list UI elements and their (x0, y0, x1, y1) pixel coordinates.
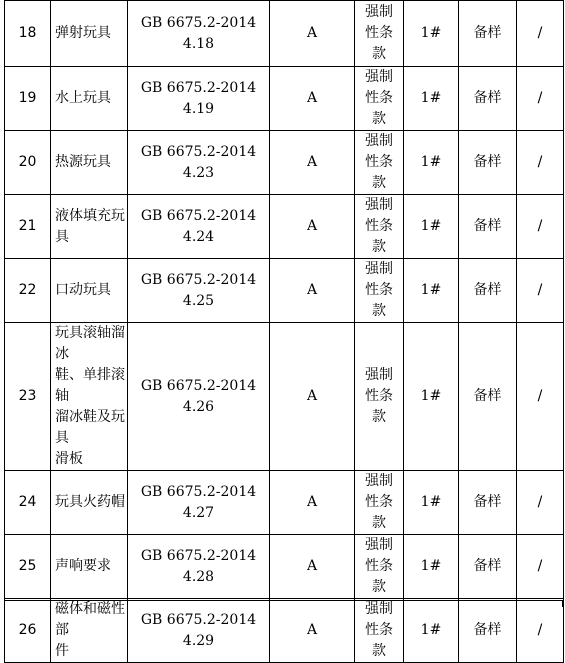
table-row (5, 599, 564, 663)
item-level: A (270, 471, 355, 535)
standard-text: GB 6675.2-2014 (140, 483, 257, 500)
standard-text: GB 6675.2-2014 (140, 207, 257, 224)
standard-clause (128, 195, 270, 259)
item-name (51, 599, 128, 663)
cell-line: 热源玩具 (55, 154, 111, 170)
test-method: 备样 (459, 599, 517, 663)
standard-text: 4.23 (182, 164, 215, 181)
remark: / (517, 1, 564, 67)
standard-clause (128, 67, 270, 131)
standard-text: 4.27 (182, 504, 215, 521)
item-name (51, 323, 128, 471)
item-level: A (270, 259, 355, 323)
standard-clause (128, 259, 270, 323)
cell-line: 强制 (365, 4, 393, 20)
test-method: 备样 (459, 471, 517, 535)
row-number: 25 (5, 535, 51, 599)
clause-type (355, 535, 404, 599)
table-row (5, 471, 564, 535)
standard-clause (128, 471, 270, 535)
item-name (51, 535, 128, 599)
remark: / (517, 131, 564, 195)
cell-line: 磁体和磁性部 (55, 601, 125, 638)
cell-line: 强制 (365, 133, 393, 149)
cell-line: 款 (372, 409, 386, 425)
cell-line: 强制 (365, 69, 393, 85)
table-row (5, 323, 564, 471)
clause-type (355, 471, 404, 535)
sample-number: 1# (404, 599, 459, 663)
cell-line: 鞋、单排滚轴 (55, 367, 125, 404)
cell-line: 水上玩具 (55, 90, 111, 106)
cell-line: 弹射玩具 (55, 25, 111, 41)
item-level: A (270, 323, 355, 471)
cell-line: 强制 (365, 601, 393, 617)
table-row (5, 195, 564, 259)
standard-clause (128, 535, 270, 599)
cell-line: 件 (55, 643, 69, 659)
remark: / (517, 599, 564, 663)
row-number: 22 (5, 259, 51, 323)
cell-line: 性条 (365, 154, 393, 170)
table-row (5, 259, 564, 323)
remark: / (517, 67, 564, 131)
cell-line: 玩具滚轴溜冰 (55, 325, 125, 362)
clause-type (355, 195, 404, 259)
table-row (5, 1, 564, 67)
item-level: A (270, 1, 355, 67)
item-name (51, 259, 128, 323)
cell-line: 液体填充玩具 (55, 207, 125, 245)
clause-type (355, 599, 404, 663)
row-number: 26 (5, 599, 51, 663)
cell-line: 强制 (365, 261, 393, 277)
sample-number: 1# (404, 67, 459, 131)
table-row (5, 535, 564, 599)
row-number: 20 (5, 131, 51, 195)
item-name (51, 131, 128, 195)
remark: / (517, 323, 564, 471)
standard-text: 4.18 (182, 35, 215, 52)
row-number: 19 (5, 67, 51, 131)
test-method: 备样 (459, 323, 517, 471)
remark: / (517, 471, 564, 535)
standard-text: GB 6675.2-2014 (140, 547, 257, 564)
standard-text: 4.29 (182, 632, 215, 649)
cell-line: 性条 (365, 622, 393, 638)
remark: / (517, 195, 564, 259)
cell-line: 声响要求 (55, 558, 111, 574)
clause-type (355, 1, 404, 67)
cell-line: 款 (372, 46, 386, 62)
cell-line: 性条 (365, 90, 393, 106)
cell-line: 口动玩具 (55, 282, 111, 298)
standard-text: GB 6675.2-2014 (140, 377, 257, 394)
cell-line: 款 (372, 515, 386, 531)
table-row (5, 131, 564, 195)
cell-line: 滑板 (55, 451, 83, 467)
cell-line: 强制 (365, 473, 393, 489)
standard-text: GB 6675.2-2014 (140, 143, 257, 160)
standard-text: GB 6675.2-2014 (140, 611, 257, 628)
sample-number: 1# (404, 1, 459, 67)
test-method: 备样 (459, 1, 517, 67)
row-number: 24 (5, 471, 51, 535)
standard-text: GB 6675.2-2014 (140, 79, 257, 96)
item-name (51, 471, 128, 535)
item-name (51, 1, 128, 67)
standard-clause (128, 323, 270, 471)
cell-line: 款 (372, 303, 386, 319)
cell-line: 性条 (365, 218, 393, 234)
row-number: 23 (5, 323, 51, 471)
item-level: A (270, 195, 355, 259)
cell-line: 强制 (365, 537, 393, 553)
cell-line: 性条 (365, 494, 393, 510)
cell-line: 款 (372, 643, 386, 659)
cell-line: 溜冰鞋及玩具 (55, 409, 125, 446)
cell-line: 款 (372, 111, 386, 127)
sample-number: 1# (404, 195, 459, 259)
item-name (51, 195, 128, 259)
standard-text: 4.25 (182, 292, 215, 309)
test-method: 备样 (459, 535, 517, 599)
clause-type (355, 323, 404, 471)
item-name (51, 67, 128, 131)
cell-line: 款 (372, 175, 386, 191)
sample-number: 1# (404, 535, 459, 599)
cell-line: 玩具火药帽 (55, 494, 125, 510)
item-level: A (270, 131, 355, 195)
remark: / (517, 535, 564, 599)
cell-line: 性条 (365, 388, 393, 404)
clause-type (355, 131, 404, 195)
table-row (5, 67, 564, 131)
cell-line: 强制 (365, 197, 393, 213)
item-level: A (270, 599, 355, 663)
cell-line: 款 (372, 239, 386, 255)
item-level: A (270, 67, 355, 131)
row-number: 18 (5, 1, 51, 67)
sample-number: 1# (404, 131, 459, 195)
standard-clause (128, 1, 270, 67)
row-number: 21 (5, 195, 51, 259)
test-method: 备样 (459, 259, 517, 323)
test-method: 备样 (459, 131, 517, 195)
standard-text: 4.24 (182, 228, 215, 245)
cell-line: 强制 (365, 367, 393, 383)
standard-text: GB 6675.2-2014 (140, 14, 257, 31)
standard-text: 4.28 (182, 568, 215, 585)
standard-clause (128, 131, 270, 195)
test-method: 备样 (459, 195, 517, 259)
standard-text: GB 6675.2-2014 (140, 271, 257, 288)
sample-number: 1# (404, 259, 459, 323)
cell-line: 款 (372, 579, 386, 595)
item-level: A (270, 535, 355, 599)
next-row-edge (4, 600, 563, 607)
test-items-table (4, 0, 564, 663)
table-body (5, 1, 564, 663)
cell-line: 性条 (365, 282, 393, 298)
sample-number: 1# (404, 471, 459, 535)
standard-text: 4.26 (182, 398, 215, 415)
cell-line: 性条 (365, 558, 393, 574)
cell-line: 性条 (365, 25, 393, 41)
standard-clause (128, 599, 270, 663)
remark: / (517, 259, 564, 323)
sample-number: 1# (404, 323, 459, 471)
test-method: 备样 (459, 67, 517, 131)
clause-type (355, 67, 404, 131)
clause-type (355, 259, 404, 323)
standard-text: 4.19 (182, 100, 215, 117)
